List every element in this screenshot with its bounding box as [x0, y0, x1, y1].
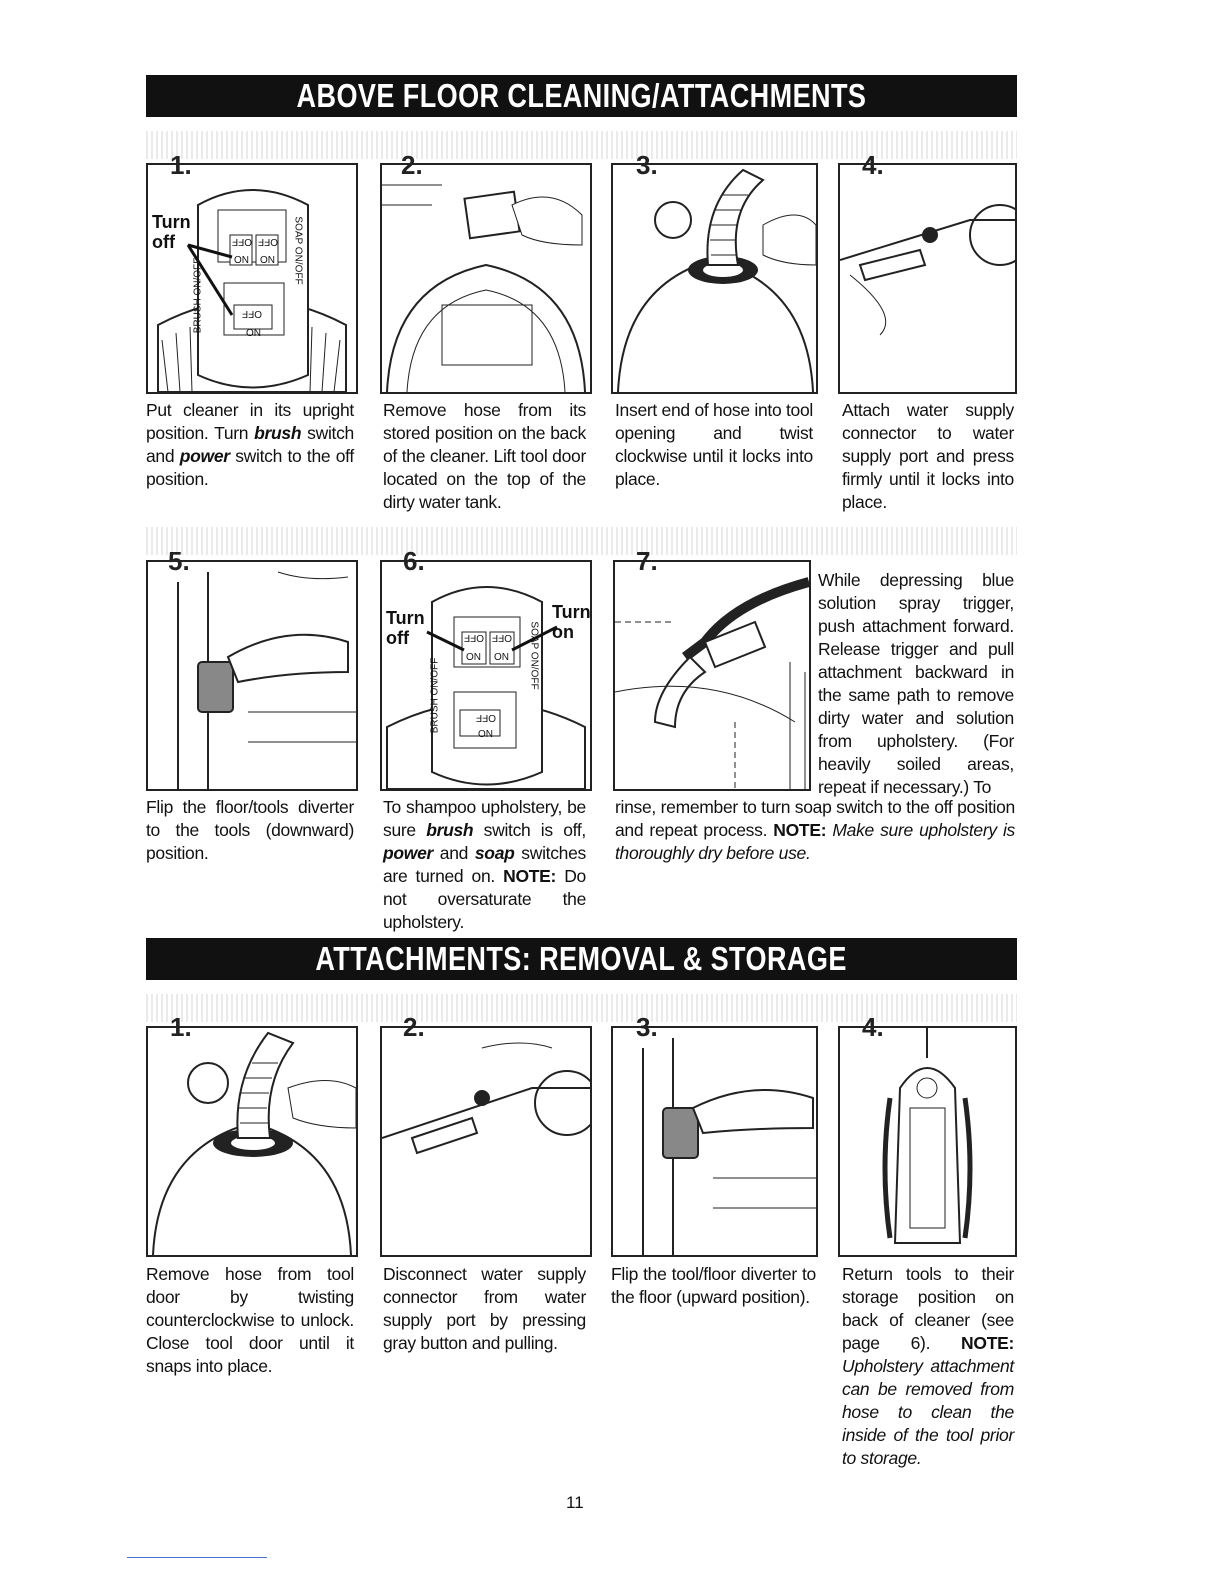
page-number: 11	[566, 1493, 584, 1512]
switch-label-on: ON	[478, 729, 493, 740]
switch-label-off: OFF	[232, 236, 252, 247]
illustration-step3	[611, 163, 818, 394]
step-number: 4.	[862, 150, 884, 180]
step-caption: Flip the floor/tools diverter to the tools (downward) position.	[146, 797, 354, 863]
soap-switch-label: SOAP ON/OFF	[528, 621, 540, 690]
illustration-step7	[613, 560, 811, 791]
footer-divider	[127, 1557, 267, 1558]
step-caption: Flip the tool/floor diverter to the floor (upward position).	[611, 1264, 816, 1307]
step-caption: Remove hose from tool door by twisting counterclockwise to unlock. Close tool door until it snaps into place.	[146, 1264, 354, 1376]
section1-title: ABOVE FLOOR CLEANING/ATTACHMENTS	[296, 77, 867, 114]
turn-off-label: Turn off	[152, 212, 191, 252]
section2-banner	[146, 938, 1017, 980]
step-number: 4.	[862, 1012, 884, 1042]
switch-label-off: OFF	[242, 308, 262, 319]
step-caption: To shampoo upholstery, be sure brush switch is off, power and soap switches are turned on. NOTE: Do not oversaturate the upholstery.	[383, 797, 586, 932]
step-caption: Remove hose from its stored position on the back of the cleaner. Lift tool door located on the top of the dirty water tank.	[383, 400, 586, 512]
step-caption: Return tools to their storage position on back of cleaner (see page 6). NOTE: Upholstery attachment can be removed from hose to clean the inside of the tool prior to storage.	[842, 1264, 1014, 1468]
step-caption: Put cleaner in its upright position. Turn brush switch and power switch to the off position.	[146, 400, 354, 489]
decorative-stripe	[146, 527, 1017, 555]
illustration-step4	[838, 163, 1017, 394]
switch-label-off: OFF	[258, 236, 278, 247]
step-caption: Attach water supply connector to water supply port and press firmly until it locks into place.	[842, 400, 1014, 512]
soap-switch-label: SOAP ON/OFF	[292, 216, 304, 285]
section2-title: ATTACHMENTS: REMOVAL & STORAGE	[315, 940, 848, 977]
step-number: 5.	[168, 546, 190, 576]
illustration-step1	[146, 163, 358, 394]
section1-banner	[146, 75, 1017, 117]
turn-off-label: Turn off	[386, 608, 425, 648]
step-number: 1.	[170, 150, 192, 180]
illustration-removal-step2	[380, 1026, 592, 1257]
illustration-step5	[146, 560, 358, 791]
switch-label-on: ON	[466, 652, 481, 663]
turn-on-label: Turn on	[552, 602, 591, 642]
switch-label-on: ON	[260, 255, 275, 266]
step-number: 6.	[403, 546, 425, 576]
illustration-removal-step4	[838, 1026, 1017, 1257]
brush-switch-label: BRUSH ON/OFF	[192, 257, 204, 334]
switch-label-on: ON	[494, 652, 509, 663]
switch-label-off: OFF	[464, 632, 484, 643]
switch-label-off: OFF	[492, 632, 512, 643]
illustration-step2	[380, 163, 592, 394]
step-number: 3.	[636, 1012, 658, 1042]
step-caption: rinse, remember to turn soap switch to the off position and repeat process. NOTE: Make sure upholstery is thoroughly dry before use.	[615, 797, 1016, 863]
step-number: 2.	[401, 150, 423, 180]
switch-label-on: ON	[246, 328, 261, 339]
step-side-caption: While depressing blue solution spray trigger, push attachment forward. Release trigger and pull attachment backward in the same path to remove dirty water and solution from upholstery. (For heavily soiled areas, repeat if necessary.) To	[818, 570, 1014, 797]
illustration-removal-step3	[611, 1026, 818, 1257]
decorative-stripe	[146, 131, 1017, 159]
illustration-step6	[380, 560, 592, 791]
step-number: 2.	[403, 1012, 425, 1042]
step-caption: Disconnect water supply connector from water supply port by pressing gray button and pulling.	[383, 1264, 586, 1353]
switch-label-on: ON	[234, 255, 249, 266]
illustration-removal-step1	[146, 1026, 358, 1257]
step-number: 7.	[636, 546, 658, 576]
step-number: 1.	[170, 1012, 192, 1042]
brush-switch-label: BRUSH ON/OFF	[429, 657, 441, 734]
step-number: 3.	[636, 150, 658, 180]
step-caption: Insert end of hose into tool opening and twist clockwise until it locks into place.	[615, 400, 813, 489]
switch-label-off: OFF	[476, 712, 496, 723]
decorative-stripe	[146, 994, 1017, 1022]
